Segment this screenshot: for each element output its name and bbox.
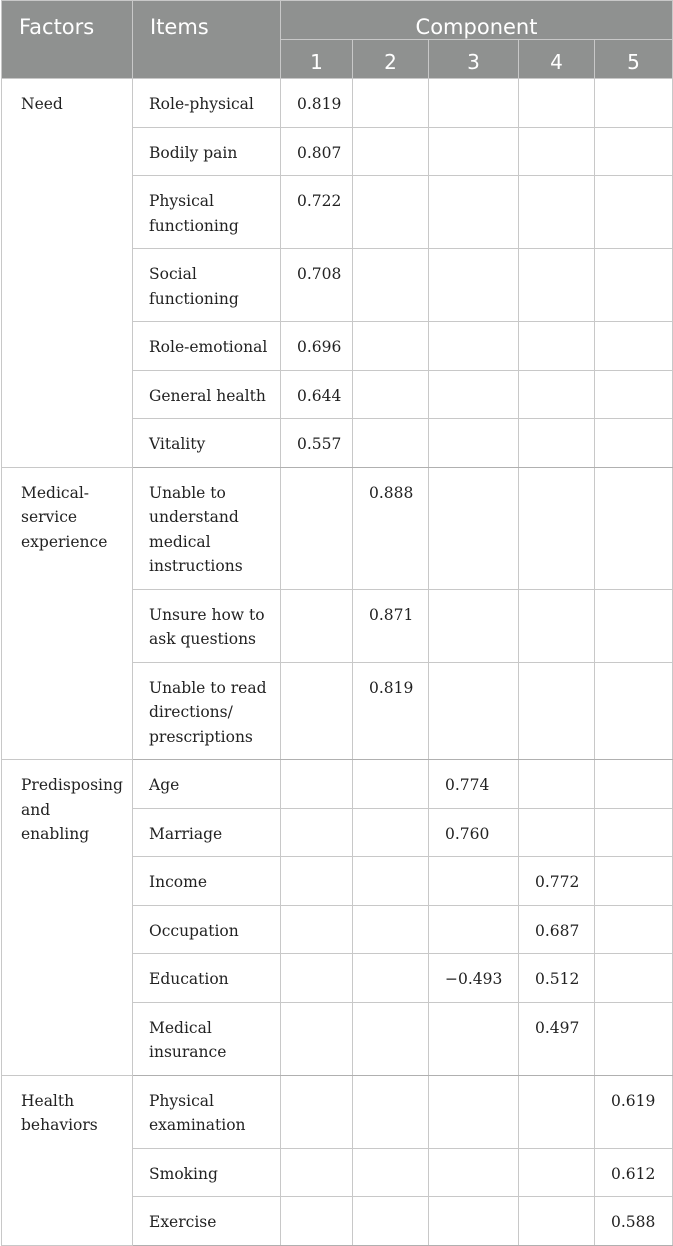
loading-cell-component-4 <box>519 127 595 176</box>
loading-cell-component-1: 0.807 <box>281 127 353 176</box>
loading-cell-component-1 <box>281 467 353 589</box>
loading-cell-component-5 <box>595 79 673 128</box>
header-items: Items <box>133 1 281 79</box>
loading-cell-component-2 <box>353 1148 429 1197</box>
factor-loadings-table <box>1 0 673 1246</box>
loading-cell-component-5 <box>595 127 673 176</box>
loading-cell-component-4: 0.512 <box>519 954 595 1003</box>
loading-cell-component-1 <box>281 662 353 760</box>
item-cell: Social functioning <box>133 249 281 322</box>
loading-cell-component-4 <box>519 662 595 760</box>
factor-cell: Health behaviors <box>2 1075 133 1245</box>
item-cell: Marriage <box>133 808 281 857</box>
loading-cell-component-5: 0.612 <box>595 1148 673 1197</box>
loading-cell-component-2: 0.871 <box>353 589 429 662</box>
loading-cell-component-5 <box>595 905 673 954</box>
item-cell: Exercise <box>133 1197 281 1246</box>
table-row <box>2 760 673 809</box>
loading-cell-component-2 <box>353 1075 429 1148</box>
loading-cell-component-3: −0.493 <box>429 954 519 1003</box>
loading-cell-component-4 <box>519 808 595 857</box>
factor-cell: Medical-service experience <box>2 467 133 760</box>
item-cell: Smoking <box>133 1148 281 1197</box>
table-row <box>2 467 673 589</box>
loading-cell-component-1 <box>281 760 353 809</box>
item-cell: Physical examination <box>133 1075 281 1148</box>
loading-cell-component-4 <box>519 79 595 128</box>
loading-cell-component-4 <box>519 419 595 468</box>
loading-cell-component-1 <box>281 808 353 857</box>
loading-cell-component-2 <box>353 760 429 809</box>
loading-cell-component-1 <box>281 857 353 906</box>
table-body <box>2 79 673 1246</box>
item-cell: Unable to read directions/ prescriptions <box>133 662 281 760</box>
item-cell: Age <box>133 760 281 809</box>
loading-cell-component-5 <box>595 467 673 589</box>
loading-cell-component-3 <box>429 1002 519 1075</box>
item-cell: Bodily pain <box>133 127 281 176</box>
loading-cell-component-2: 0.819 <box>353 662 429 760</box>
loading-cell-component-4: 0.687 <box>519 905 595 954</box>
loading-cell-component-3 <box>429 370 519 419</box>
loading-cell-component-5 <box>595 176 673 249</box>
header-factors: Factors <box>2 1 133 79</box>
loading-cell-component-4 <box>519 322 595 371</box>
loading-cell-component-2 <box>353 954 429 1003</box>
loading-cell-component-3 <box>429 905 519 954</box>
loading-cell-component-4: 0.772 <box>519 857 595 906</box>
item-cell: Physical functioning <box>133 176 281 249</box>
item-cell: Medical insurance <box>133 1002 281 1075</box>
loading-cell-component-5 <box>595 1002 673 1075</box>
loading-cell-component-3 <box>429 249 519 322</box>
item-cell: Education <box>133 954 281 1003</box>
item-cell: Role-emotional <box>133 322 281 371</box>
item-cell: Income <box>133 857 281 906</box>
loading-cell-component-3 <box>429 419 519 468</box>
loading-cell-component-3: 0.760 <box>429 808 519 857</box>
loading-cell-component-3 <box>429 589 519 662</box>
loading-cell-component-3 <box>429 127 519 176</box>
loading-cell-component-3 <box>429 322 519 371</box>
loading-cell-component-5 <box>595 322 673 371</box>
loading-cell-component-4 <box>519 249 595 322</box>
loading-cell-component-3 <box>429 79 519 128</box>
loading-cell-component-2 <box>353 857 429 906</box>
item-cell: Unsure how to ask questions <box>133 589 281 662</box>
item-cell: Role-physical <box>133 79 281 128</box>
loading-cell-component-1 <box>281 1075 353 1148</box>
loading-cell-component-4 <box>519 370 595 419</box>
loading-cell-component-2 <box>353 79 429 128</box>
item-cell: General health <box>133 370 281 419</box>
loading-cell-component-4 <box>519 1075 595 1148</box>
loading-cell-component-1: 0.696 <box>281 322 353 371</box>
loading-cell-component-2 <box>353 419 429 468</box>
loading-cell-component-1: 0.819 <box>281 79 353 128</box>
loading-cell-component-5 <box>595 857 673 906</box>
loading-cell-component-2 <box>353 905 429 954</box>
loading-cell-component-5: 0.619 <box>595 1075 673 1148</box>
loading-cell-component-3 <box>429 176 519 249</box>
loading-cell-component-2 <box>353 1002 429 1075</box>
loading-cell-component-2 <box>353 808 429 857</box>
factor-cell: Need <box>2 79 133 468</box>
loading-cell-component-1 <box>281 954 353 1003</box>
item-cell: Occupation <box>133 905 281 954</box>
loading-cell-component-4 <box>519 467 595 589</box>
loading-cell-component-1: 0.722 <box>281 176 353 249</box>
table-row <box>2 79 673 128</box>
table-row <box>2 1075 673 1148</box>
loading-cell-component-5 <box>595 370 673 419</box>
loading-cell-component-4: 0.497 <box>519 1002 595 1075</box>
loading-cell-component-1 <box>281 905 353 954</box>
loading-cell-component-5 <box>595 589 673 662</box>
loading-cell-component-1 <box>281 589 353 662</box>
loading-cell-component-2 <box>353 249 429 322</box>
loading-cell-component-3 <box>429 857 519 906</box>
item-cell: Vitality <box>133 419 281 468</box>
loading-cell-component-5 <box>595 249 673 322</box>
loading-cell-component-1: 0.557 <box>281 419 353 468</box>
loading-cell-component-1: 0.708 <box>281 249 353 322</box>
loading-cell-component-1: 0.644 <box>281 370 353 419</box>
loading-cell-component-2: 0.888 <box>353 467 429 589</box>
loading-cell-component-1 <box>281 1148 353 1197</box>
header-component-4: 4 <box>519 40 595 79</box>
loading-cell-component-3 <box>429 1148 519 1197</box>
header-component-2: 2 <box>353 40 429 79</box>
loading-cell-component-2 <box>353 176 429 249</box>
loading-cell-component-3: 0.774 <box>429 760 519 809</box>
loading-cell-component-4 <box>519 760 595 809</box>
loading-cell-component-5 <box>595 662 673 760</box>
loading-cell-component-5 <box>595 760 673 809</box>
loading-cell-component-5 <box>595 808 673 857</box>
loading-cell-component-2 <box>353 127 429 176</box>
loading-cell-component-4 <box>519 176 595 249</box>
header-component-5: 5 <box>595 40 673 79</box>
factor-cell: Predisposing and enabling <box>2 760 133 1076</box>
loading-cell-component-5 <box>595 419 673 468</box>
loading-cell-component-4 <box>519 589 595 662</box>
header-component: Component <box>281 1 673 40</box>
loading-cell-component-5: 0.588 <box>595 1197 673 1246</box>
loading-cell-component-4 <box>519 1148 595 1197</box>
loading-cell-component-3 <box>429 1075 519 1148</box>
loading-cell-component-3 <box>429 467 519 589</box>
item-cell: Unable to understand medical instructions <box>133 467 281 589</box>
loading-cell-component-2 <box>353 322 429 371</box>
loading-cell-component-5 <box>595 954 673 1003</box>
header-component-1: 1 <box>281 40 353 79</box>
header-component-3: 3 <box>429 40 519 79</box>
loading-cell-component-2 <box>353 370 429 419</box>
loading-cell-component-3 <box>429 662 519 760</box>
loading-cell-component-1 <box>281 1002 353 1075</box>
